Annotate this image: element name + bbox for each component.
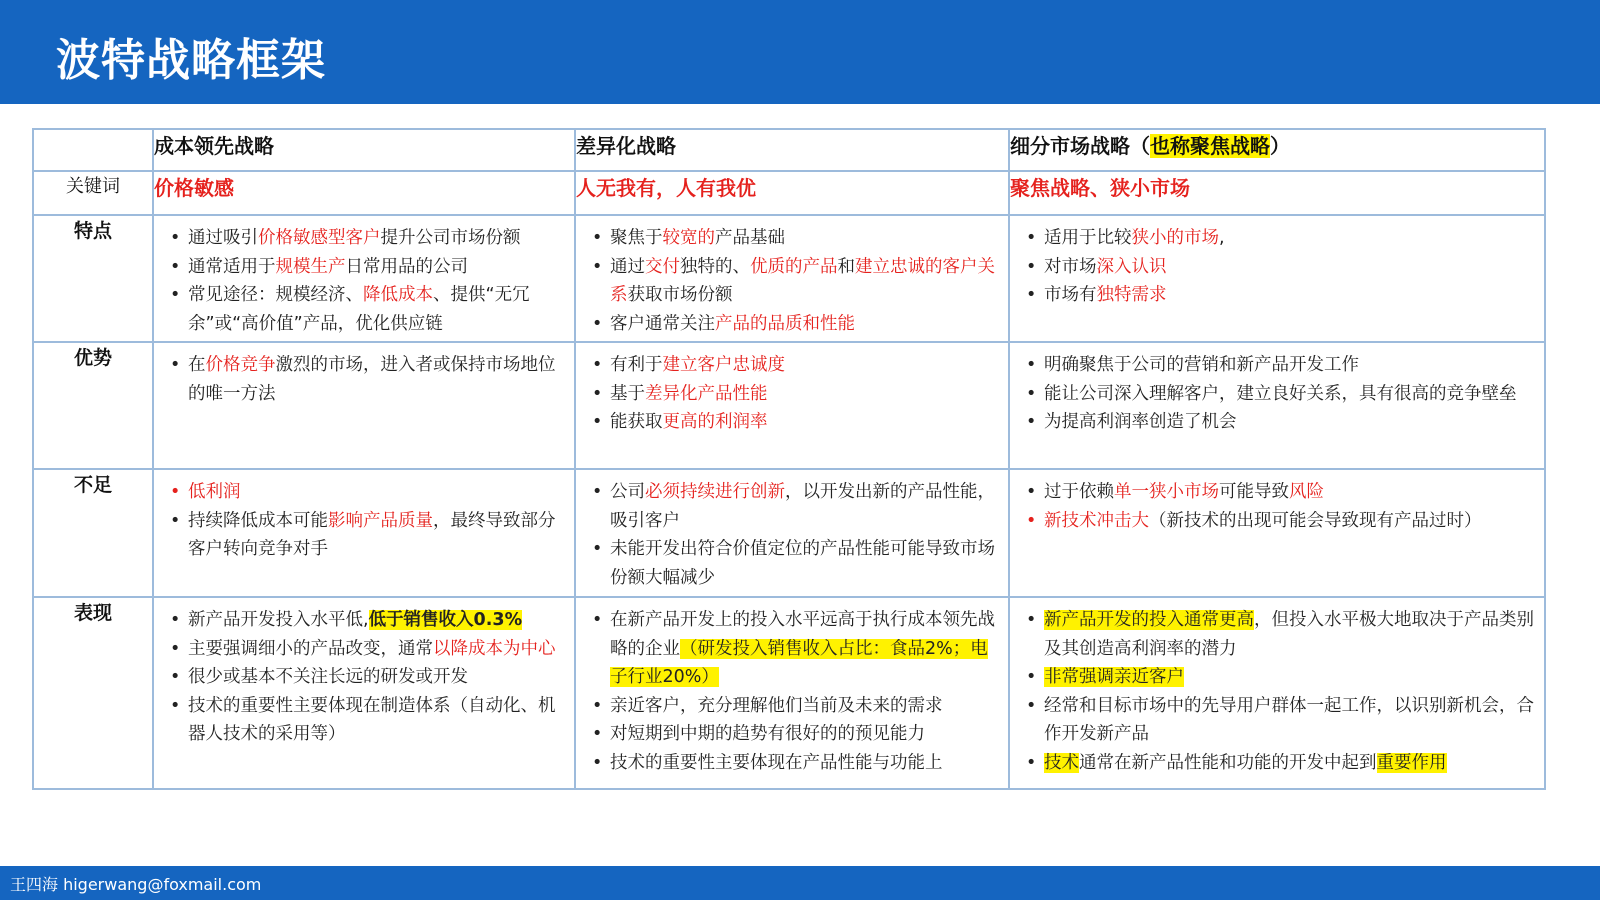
emphasis-text: 影响产品质量 [328, 510, 433, 531]
list-item [166, 663, 566, 692]
list-item [588, 478, 1000, 535]
list-item [166, 351, 566, 408]
emphasis-text: 新技术冲击大 [1044, 510, 1149, 531]
item-text: 新产品开发投入水平低, [188, 610, 369, 630]
row-label-weakness: 不足 [33, 469, 153, 597]
cell-cost-advantage [153, 342, 575, 469]
item-text: 亲近客户，充分理解他们当前及未来的需求 [610, 695, 943, 716]
bullet-icon: • [1026, 695, 1037, 716]
cell-diff-advantage [575, 342, 1009, 469]
item-text: 在 [188, 355, 206, 375]
bullet-icon: • [170, 482, 181, 502]
bullet-icon: • [1026, 355, 1037, 375]
list-item [1022, 606, 1536, 663]
item-text: ，最终导致部分客户转向竞争对手 [188, 510, 556, 560]
item-text: 能让公司深入理解客户，建立良好关系，具有很高的竞争壁垒 [1044, 383, 1517, 404]
list-item [588, 224, 1000, 253]
list-item [166, 253, 566, 282]
bullet-icon: • [170, 638, 181, 659]
emphasis-text: 独特需求 [1096, 285, 1167, 306]
cell-diff-feature [575, 215, 1009, 342]
feature-row [33, 215, 1545, 342]
list-item [588, 720, 1000, 749]
cell-diff-performance [575, 597, 1009, 789]
item-text: 聚焦于 [610, 228, 663, 248]
bullet-icon: • [1026, 383, 1037, 404]
list-item [588, 310, 1000, 339]
emphasis-text: （研发投入销售收入占比：食品2%；电子行业20%） [610, 638, 988, 688]
item-text: 技术的重要性主要体现在产品性能与功能上 [610, 752, 943, 773]
bullet-icon: • [1026, 412, 1037, 433]
item-text: 激烈的市场，进入者或保持市场地位的唯一方法 [188, 355, 556, 404]
bullet-icon: • [1026, 228, 1037, 248]
item-text: 明确聚焦于公司的营销和新产品开发工作 [1044, 355, 1359, 375]
bullet-icon: • [592, 695, 603, 716]
item-text: 未能开发出符合价值定位的产品性能可能导致市场份额大幅减少 [610, 539, 995, 588]
row-label-performance: 表现 [33, 597, 153, 789]
emphasis-text: 以降成本为中心 [433, 638, 556, 659]
item-text: 和 [837, 256, 855, 277]
bullet-icon: • [592, 482, 603, 502]
item-text: 、提供“无冗余”或“高价值”产品，优化供应链 [188, 285, 530, 334]
cell-niche-weakness [1009, 469, 1545, 597]
bullet-icon: • [170, 228, 181, 248]
item-text: 主要强调细小的产品改变，通常 [188, 638, 433, 659]
item-text: 经常和目标市场中的先导用户群体一起工作，以识别新机会，合作开发新产品 [1044, 695, 1534, 745]
list-item [588, 351, 1000, 380]
list-item [1022, 281, 1536, 310]
list-item [166, 692, 566, 749]
list-item [588, 749, 1000, 778]
list-item [1022, 749, 1536, 778]
weakness-row [33, 469, 1545, 597]
performance-row [33, 597, 1545, 789]
cell-cost-performance [153, 597, 575, 789]
cell-cost-weakness [153, 469, 575, 597]
item-text: 在新产品开发上的投入水平远高于执行成本领先战略的企业 [610, 610, 995, 659]
list-item [588, 535, 1000, 592]
emphasis-text: 优质的产品 [750, 256, 838, 277]
list-item [1022, 663, 1536, 692]
row-label-keyword: 关键词 [33, 171, 153, 215]
bullet-icon: • [592, 228, 603, 248]
bullet-icon: • [170, 285, 181, 306]
emphasis-text: 规模生产 [275, 256, 346, 277]
item-text: 独特的、 [680, 256, 750, 277]
keyword-cost: 价格敏感 [153, 171, 575, 215]
emphasis-text: 低于销售收入0.3% [368, 610, 523, 630]
advantage-row [33, 342, 1545, 469]
bullet-icon: • [170, 667, 181, 688]
bullet-icon: • [592, 313, 603, 334]
list-item [166, 606, 566, 635]
item-text: 通过吸引 [188, 228, 258, 248]
list-item [588, 606, 1000, 692]
list-item [588, 692, 1000, 721]
cell-niche-performance [1009, 597, 1545, 789]
table-header-row [33, 129, 1545, 171]
header-niche-close: ） [1270, 134, 1290, 158]
bullet-icon: • [170, 610, 181, 630]
item-text: 过于依赖 [1044, 482, 1114, 502]
bullet-icon: • [592, 752, 603, 773]
item-text: 常见途径：规模经济、 [188, 285, 363, 306]
emphasis-text: 价格敏感型客户 [258, 228, 381, 248]
item-text: 获取市场份额 [627, 285, 733, 306]
emphasis-text: 建立忠诚的客户关系 [610, 256, 995, 306]
emphasis-text: 降低成本 [363, 285, 433, 306]
item-text: 通常在新产品性能和功能的开发中起到 [1079, 752, 1377, 773]
cell-cost-feature [153, 215, 575, 342]
item-text: 公司 [610, 482, 645, 502]
item-text: ，以开发出新的产品性能，吸引客户 [610, 482, 995, 531]
header-cost-leadership: 成本领先战略 [153, 129, 575, 171]
emphasis-text: 低利润 [188, 482, 241, 502]
list-item [1022, 380, 1536, 409]
bullet-icon: • [170, 355, 181, 375]
emphasis-text: 交付 [645, 256, 680, 277]
bullet-icon: • [170, 695, 181, 716]
bullet-icon: • [1026, 285, 1037, 306]
item-text: 有利于 [610, 355, 663, 375]
emphasis-text: 单一狭小市场 [1114, 482, 1219, 502]
item-text: , [1219, 228, 1225, 248]
bullet-list [1010, 343, 1544, 437]
item-text: 对短期到中期的趋势有很好的的预见能力 [610, 724, 925, 745]
footer-bar [0, 866, 1600, 900]
cell-niche-advantage [1009, 342, 1545, 469]
bullet-icon: • [592, 610, 603, 630]
item-text: 持续降低成本可能 [188, 510, 328, 531]
list-item [588, 380, 1000, 409]
bullet-icon: • [592, 724, 603, 745]
bullet-icon: • [1026, 610, 1037, 630]
bullet-icon: • [592, 256, 603, 277]
item-text: 技术的重要性主要体现在制造体系（自动化、机器人技术的采用等） [188, 695, 556, 745]
bullet-icon: • [1026, 510, 1037, 531]
list-item [166, 281, 566, 338]
bullet-list [1010, 598, 1544, 778]
emphasis-text: 深入认识 [1096, 256, 1167, 277]
bullet-icon: • [170, 256, 181, 277]
bullet-icon: • [1026, 256, 1037, 277]
item-text: 产品基础 [715, 228, 785, 248]
list-item [166, 478, 566, 507]
emphasis-text: 产品的品质和性能 [715, 313, 855, 334]
bullet-list [154, 470, 574, 564]
emphasis-text: 必须持续进行创新 [645, 482, 785, 502]
emphasis-text: 价格竞争 [205, 355, 276, 375]
bullet-icon: • [592, 412, 603, 433]
bullet-list [576, 343, 1008, 437]
item-text: 适用于比较 [1044, 228, 1132, 248]
list-item [588, 408, 1000, 437]
item-text: 能获取 [610, 412, 663, 433]
bullet-list [576, 216, 1008, 338]
bullet-icon: • [170, 510, 181, 531]
item-text: 客户通常关注 [610, 313, 715, 334]
list-item [588, 253, 1000, 310]
keyword-niche: 聚焦战略、狭小市场 [1009, 171, 1545, 215]
cell-diff-weakness [575, 469, 1009, 597]
item-text: 通常适用于 [188, 256, 276, 277]
bullet-list [576, 470, 1008, 592]
bullet-list [154, 216, 574, 338]
corner-cell [33, 129, 153, 171]
bullet-list [1010, 216, 1544, 310]
emphasis-text: 技术 [1044, 752, 1079, 773]
bullet-icon: • [1026, 667, 1037, 688]
emphasis-text: 新产品开发的投入通常更高 [1044, 610, 1254, 630]
keyword-diff: 人无我有，人有我优 [575, 171, 1009, 215]
item-text: 日常用品的公司 [345, 256, 468, 277]
list-item [1022, 507, 1536, 536]
item-text: 对市场 [1044, 256, 1097, 277]
list-item [1022, 692, 1536, 749]
list-item [1022, 408, 1536, 437]
item-text: 通过 [610, 256, 645, 277]
header-niche-highlight: 也称聚焦战略 [1150, 134, 1270, 158]
cell-niche-feature [1009, 215, 1545, 342]
list-item [1022, 253, 1536, 282]
header-niche-text: 细分市场战略（ [1010, 134, 1150, 158]
item-text: 很少或基本不关注长远的研发或开发 [188, 667, 468, 688]
bullet-icon: • [1026, 752, 1037, 773]
bullet-icon: • [1026, 482, 1037, 502]
keyword-row [33, 171, 1545, 215]
emphasis-text: 非常强调亲近客户 [1044, 667, 1184, 688]
bullet-icon: • [592, 539, 603, 560]
item-text: 为提高利润率创造了机会 [1044, 412, 1237, 433]
header-niche [1009, 129, 1545, 171]
bullet-list [154, 343, 574, 408]
emphasis-text: 重要作用 [1376, 752, 1447, 773]
item-text: （新技术的出现可能会导致现有产品过时） [1149, 510, 1482, 531]
emphasis-text: 更高的利润率 [662, 412, 768, 433]
item-text: 提升公司市场份额 [380, 228, 521, 248]
bullet-list [1010, 470, 1544, 535]
strategy-table [32, 128, 1546, 790]
emphasis-text: 差异化产品性能 [645, 383, 768, 404]
item-text: 市场有 [1044, 285, 1097, 306]
row-label-advantage: 优势 [33, 342, 153, 469]
list-item [1022, 478, 1536, 507]
list-item [166, 635, 566, 664]
footer-author: 王四海 higerwang@foxmail.com [10, 875, 262, 894]
header-bar [0, 0, 1600, 104]
emphasis-text: 风险 [1289, 482, 1324, 502]
bullet-icon: • [592, 355, 603, 375]
bullet-icon: • [592, 383, 603, 404]
emphasis-text: 建立客户忠诚度 [662, 355, 785, 375]
item-text: 可能导致 [1219, 482, 1289, 502]
item-text: 基于 [610, 383, 645, 404]
item-text: ，但投入水平极大地取决于产品类别及其创造高利润率的潜力 [1044, 610, 1534, 659]
page-title: 波特战略框架 [56, 35, 326, 86]
list-item [166, 224, 566, 253]
list-item [1022, 351, 1536, 380]
bullet-list [576, 598, 1008, 778]
header-differentiation: 差异化战略 [575, 129, 1009, 171]
emphasis-text: 较宽的 [662, 228, 715, 248]
emphasis-text: 狭小的市场 [1131, 228, 1219, 248]
bullet-list [154, 598, 574, 749]
list-item [1022, 224, 1536, 253]
row-label-feature: 特点 [33, 215, 153, 342]
list-item [166, 507, 566, 564]
